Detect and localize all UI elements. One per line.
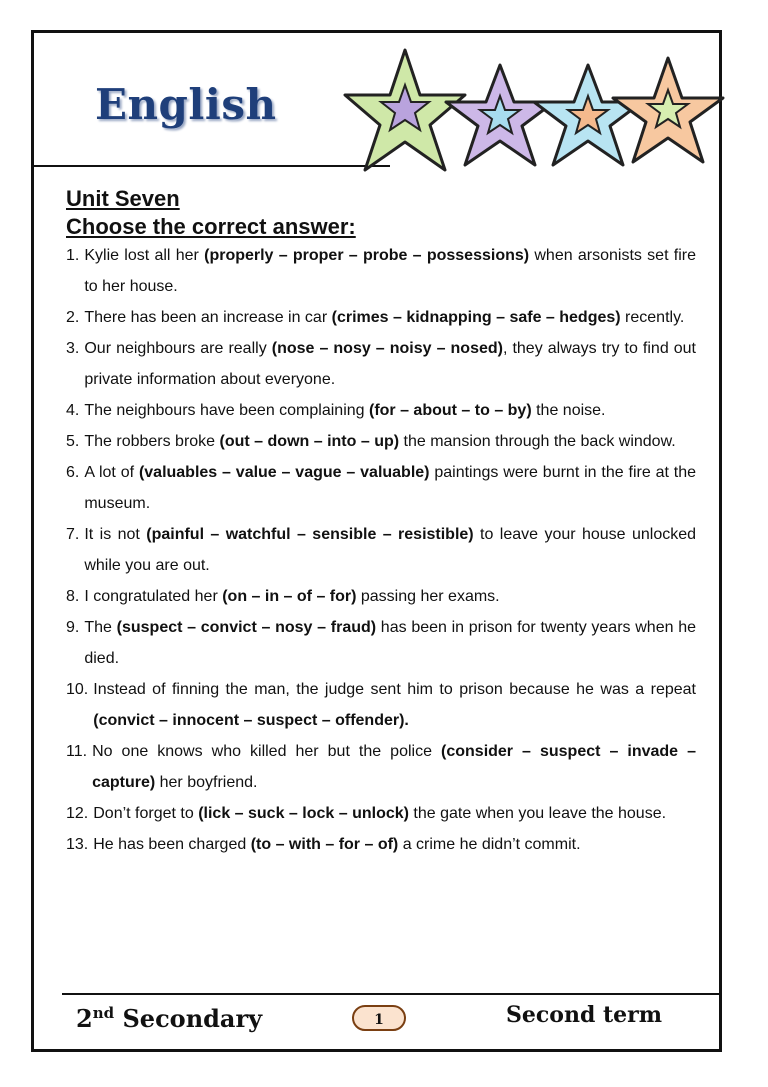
question-ending: paintings were burnt in the fire at the museum. [84, 464, 697, 512]
question-item [66, 395, 696, 426]
question-stem: He has been charged [93, 836, 251, 853]
answer-options: (convict – innocent – suspect – offender). [93, 712, 409, 729]
question-text [84, 581, 696, 612]
answer-options: (suspect – convict – nosy – fraud) [116, 619, 377, 636]
question-stem: I congratulated her [84, 588, 223, 605]
answer-options: (on – in – of – for) [222, 588, 357, 605]
question-ending: the noise. [531, 402, 606, 419]
question-text [84, 395, 696, 426]
question-stem: There has been an increase in car [84, 309, 332, 326]
question-number: 12. [66, 805, 89, 822]
question-number: 8. [66, 588, 80, 605]
question-item [66, 519, 696, 581]
grade-label [76, 1004, 262, 1033]
page-number-badge: 1 [352, 1005, 406, 1031]
subject-title: English [95, 80, 277, 129]
answer-options: (to – with – for – of) [250, 836, 399, 853]
question-list [66, 240, 696, 860]
question-ending: when arsonists set fire to her house. [84, 247, 697, 295]
question-text [84, 240, 696, 302]
answer-options: (out – down – into – up) [219, 433, 400, 450]
answer-options: (for – about – to – by) [368, 402, 532, 419]
term-label: Second term [506, 1002, 663, 1028]
question-stem: The [84, 619, 117, 636]
question-text [93, 798, 696, 829]
grade-suffix: nd [92, 1004, 115, 1022]
question-ending: the mansion through the back window. [399, 433, 676, 450]
question-stem: It is not [84, 526, 147, 543]
question-number: 10. [66, 681, 89, 698]
instruction-title: Choose the correct answer: [66, 214, 356, 239]
question-text [84, 519, 696, 581]
question-item [66, 240, 696, 302]
answer-options: (lick – suck – lock – unlock) [198, 805, 409, 822]
grade-number: 2 [76, 1004, 93, 1033]
footer-divider [62, 993, 720, 995]
question-number: 7. [66, 526, 80, 543]
question-ending: has been in prison for twenty years when he died. [84, 619, 697, 667]
question-text [92, 736, 696, 798]
question-text [84, 333, 696, 395]
question-stem: Don’t forget to [93, 805, 199, 822]
question-number: 13. [66, 836, 89, 853]
grade-word: Secondary [122, 1004, 263, 1033]
question-item [66, 736, 696, 798]
question-item [66, 798, 696, 829]
question-item [66, 457, 696, 519]
question-stem: Kylie lost all her [84, 247, 205, 264]
question-ending: a crime he didn’t commit. [398, 836, 581, 853]
question-number: 9. [66, 619, 80, 636]
answer-options: (properly – proper – probe – possessions) [204, 247, 530, 264]
question-stem: The robbers broke [84, 433, 220, 450]
question-ending: , they always try to find out private information about everyone. [84, 340, 696, 388]
question-item [66, 674, 696, 736]
question-text [93, 674, 696, 736]
answer-options: (nose – nosy – noisy – nosed) [271, 340, 503, 357]
question-stem: A lot of [84, 464, 139, 481]
question-number: 2. [66, 309, 80, 326]
question-text [84, 302, 696, 333]
question-number: 3. [66, 340, 80, 357]
question-ending: recently. [620, 309, 685, 326]
question-item [66, 333, 696, 395]
question-number: 11. [66, 743, 88, 760]
answer-options: (valuables – value – vague – valuable) [138, 464, 430, 481]
question-number: 6. [66, 464, 80, 481]
question-stem: No one knows who killed her but the police [92, 743, 442, 760]
question-ending: passing her exams. [356, 588, 500, 605]
question-text [84, 612, 696, 674]
question-text [84, 457, 696, 519]
question-item [66, 426, 696, 457]
question-number: 4. [66, 402, 80, 419]
question-ending: the gate when you leave the house. [408, 805, 667, 822]
question-number: 1. [66, 247, 80, 264]
question-stem: The neighbours have been complaining [84, 402, 369, 419]
question-text [93, 829, 696, 860]
question-item [66, 581, 696, 612]
question-ending: her boyfriend. [155, 774, 258, 791]
question-ending: to leave your house unlocked while you are out. [84, 526, 697, 574]
question-item [66, 612, 696, 674]
question-item [66, 829, 696, 860]
unit-title: Unit Seven [66, 186, 180, 211]
answer-options: (consider – suspect – invade – capture) [92, 743, 697, 791]
question-stem: Our neighbours are really [84, 340, 272, 357]
question-stem: Instead of finning the man, the judge sent him to prison because he was a repeat [93, 681, 696, 698]
answer-options: (crimes – kidnapping – safe – hedges) [331, 309, 621, 326]
question-number: 5. [66, 433, 80, 450]
question-item [66, 302, 696, 333]
decorative-stars-icon [330, 40, 730, 200]
answer-options: (painful – watchful – sensible – resistible) [146, 526, 474, 543]
question-text [84, 426, 696, 457]
